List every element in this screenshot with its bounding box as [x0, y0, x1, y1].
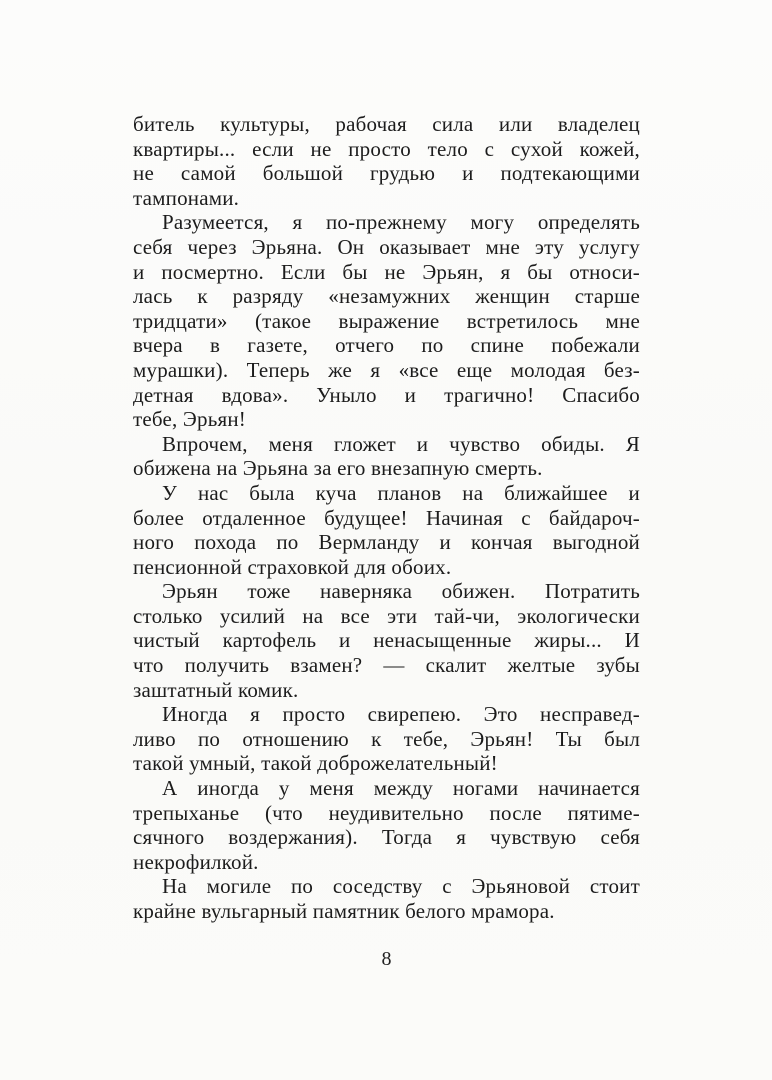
text-line: Впрочем, меня гложет и чувство обиды. Я: [162, 431, 640, 456]
text-line: более отдаленное будущее! Начиная с байдароч-: [133, 505, 640, 530]
text-line: некрофилкой.: [133, 849, 259, 874]
text-line: детная вдова». Уныло и трагично! Спасибо: [133, 382, 640, 407]
text-line: сячного воздержания). Тогда я чувствую себя: [133, 825, 640, 850]
text-line: тридцати» (такое выражение встретилось мне: [133, 308, 640, 333]
text-line: заштатный комик.: [133, 677, 299, 702]
text-line: На могиле по соседству с Эрьяновой стоит: [162, 874, 640, 899]
text-line: себя через Эрьяна. Он оказывает мне эту услугу: [133, 234, 640, 259]
text-line: такой умный, такой доброжелательный!: [133, 751, 498, 776]
text-line: тампонами.: [133, 185, 240, 210]
text-line: Иногда я просто свирепею. Это несправед-: [162, 702, 640, 727]
page-text: [133, 112, 640, 924]
text-line: У нас была куча планов на ближайшее и: [162, 480, 640, 505]
text-line: чистый картофель и ненасыщенные жиры... И: [133, 628, 640, 653]
text-line: ного похода по Вермланду и кончая выгодной: [133, 530, 640, 555]
text-line: квартиры... если не просто тело с сухой кожей,: [133, 136, 640, 161]
text-line: тебе, Эрьян!: [133, 407, 246, 432]
text-line: лась к разряду «незамужних женщин старше: [133, 284, 640, 309]
page-number: 8: [381, 948, 392, 970]
text-line: Эрьян тоже наверняка обижен. Потратить: [162, 579, 640, 604]
text-line: ливо по отношению к тебе, Эрьян! Ты был: [133, 726, 640, 751]
text-line: и посмертно. Если бы не Эрьян, я бы относи-: [133, 259, 640, 284]
text-line: трепыханье (что неудивительно после пятиме-: [133, 800, 640, 825]
text-line: пенсионной страховкой для обоих.: [133, 554, 452, 579]
text-line: вчера в газете, отчего по спине побежали: [133, 333, 640, 358]
text-line: Разумеется, я по-прежнему могу определять: [162, 210, 640, 235]
text-line: мурашки). Теперь же я «все еще молодая без-: [133, 357, 640, 382]
text-line: А иногда у меня между ногами начинается: [162, 776, 640, 801]
text-line: не самой большой грудью и подтекающими: [133, 161, 640, 186]
text-line: обижена на Эрьяна за его внезапную смерть.: [133, 456, 543, 481]
text-line: что получить взамен? — скалит желтые зубы: [133, 653, 640, 678]
text-line: крайне вульгарный памятник белого мрамора.: [133, 899, 555, 923]
text-line: битель культуры, рабочая сила или владелец: [133, 112, 640, 136]
text-line: столько усилий на все эти тай-чи, экологически: [133, 603, 640, 628]
